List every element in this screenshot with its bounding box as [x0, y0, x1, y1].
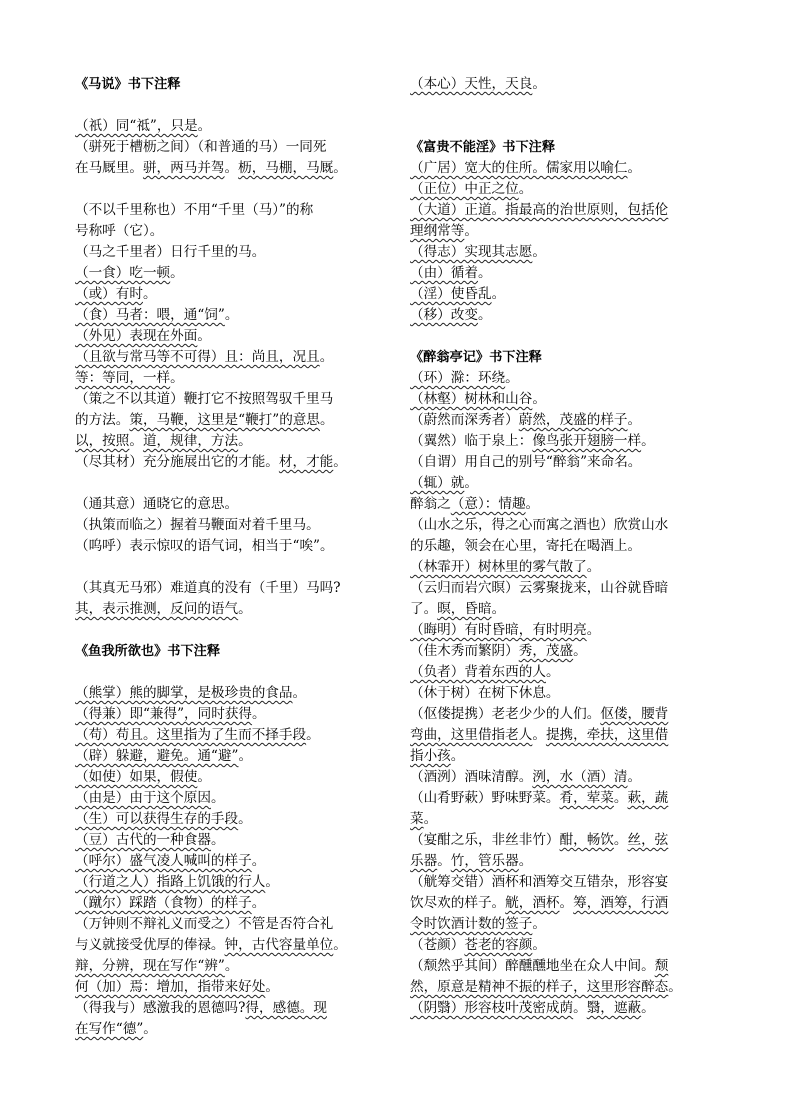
emphasized-definition: 弯曲，这里借指老人: [410, 727, 533, 743]
text-run: 在马厩里。: [75, 160, 143, 176]
emphasized-definition: 乐器: [410, 853, 438, 869]
annotation-line: [410, 473, 724, 494]
emphasized-definition: 得，感德。现: [245, 1000, 327, 1016]
text-run: 。: [251, 853, 266, 869]
emphasized-definition: 令时饮酒计数的签子: [410, 916, 533, 932]
text-run: 。: [143, 1021, 157, 1037]
text-run: 。: [641, 1000, 655, 1016]
annotation-line: [410, 746, 724, 767]
emphasized-definition: （正位）中正之位: [410, 181, 519, 197]
emphasized-definition: （广居）宽大的住所。儒家用以喻仁: [410, 160, 628, 176]
blank-line: [75, 662, 389, 683]
emphasized-definition: 在写作“德”: [75, 1021, 144, 1037]
annotation-line: [410, 158, 724, 179]
text-run: 。: [491, 601, 506, 617]
emphasized-definition: 枥，马棚，马厩: [238, 160, 334, 176]
text-run: 。: [265, 979, 279, 995]
text-run: 。: [518, 853, 533, 869]
emphasized-definition: 竹，管乐器: [450, 853, 519, 869]
annotation-line: [410, 935, 724, 956]
text-run: 。: [518, 181, 533, 197]
text-run: 。: [319, 349, 334, 365]
text-run: 。: [170, 265, 184, 281]
text-run: 。: [627, 412, 642, 428]
annotation-line: [410, 221, 724, 242]
text-run: 了。: [410, 601, 438, 617]
annotation-line: [410, 851, 724, 872]
text-run: 。: [238, 748, 253, 764]
annotation-line: [75, 494, 389, 515]
annotation-line: [75, 137, 389, 158]
annotation-line: [410, 788, 724, 809]
emphasized-definition: 翳，遮蔽: [586, 1000, 642, 1016]
text-run: 。: [265, 874, 279, 890]
annotation-line: [410, 578, 724, 599]
emphasized-definition: 酣，畅饮: [559, 832, 614, 848]
text-run: 。: [252, 706, 266, 722]
emphasized-definition: 颓: [654, 958, 669, 974]
emphasized-definition: 肴，荤菜: [559, 790, 614, 806]
text-run: （通其意）通晓它的意思。: [75, 496, 239, 512]
annotation-line: [410, 410, 724, 431]
emphasized-definition: 蔌，蔬: [627, 790, 669, 806]
text-run: 。: [505, 370, 519, 386]
annotation-line: [75, 725, 389, 746]
emphasized-definition: （得志）实现其志愿: [410, 244, 533, 260]
text-run: （山肴野蔌）野味野菜。: [410, 790, 560, 806]
text-run: 。: [238, 811, 252, 827]
text-run: 。: [333, 160, 347, 176]
annotation-line: [75, 872, 389, 893]
text-run: 。: [573, 1000, 587, 1016]
emphasized-definition: （得兼）即“兼得”，同时获得: [75, 706, 253, 722]
emphasized-definition: （由是）由于这个原因: [75, 790, 211, 806]
text-run: 。: [423, 811, 438, 827]
emphasized-definition: （大道）正道。指最高的治世原则，包括伦: [410, 202, 669, 218]
text-run: （万钟则不辩礼义而受之）不管是否符合礼: [75, 916, 334, 932]
annotation-line: [75, 200, 389, 221]
annotation-line: [410, 74, 724, 95]
text-run: 。: [129, 433, 143, 449]
text-run: 。: [197, 328, 211, 344]
emphasized-definition: 秀，茂盛: [518, 643, 574, 659]
text-run: 。: [170, 370, 184, 386]
emphasized-definition: （呼尔）盛气凌人喊叫的样子: [75, 853, 252, 869]
emphasized-definition: 苍老的容颜: [464, 937, 533, 953]
text-run: 。: [641, 433, 655, 449]
text-run: （山水之乐，得之心而寓之酒也）欣赏山水: [410, 517, 669, 533]
annotation-line: [410, 998, 724, 1019]
emphasized-definition: （熊掌）熊的脚掌，是极珍贵的食品: [75, 685, 293, 701]
emphasized-definition: 暝，昏暗: [437, 601, 492, 617]
text-run: 的乐趣，领会在心里，寄托在喝酒上。: [410, 538, 642, 554]
annotation-line: [75, 221, 389, 242]
annotation-line: [75, 305, 389, 326]
text-run: 。: [627, 160, 642, 176]
annotation-line: [410, 662, 724, 683]
emphasized-definition: 蔚然，茂盛的样子: [518, 412, 628, 428]
text-run: 。: [306, 727, 320, 743]
text-run: 。: [142, 286, 157, 302]
annotation-line: [75, 578, 389, 599]
section-title: 《鱼我所欲也》书下注释: [75, 644, 221, 659]
text-run: 。: [586, 559, 601, 575]
annotation-line: [75, 368, 389, 389]
blank-line: [75, 179, 389, 200]
emphasized-definition: 辩，分辨，现在写作“辨”: [75, 958, 225, 974]
text-run: 醉翁之: [410, 496, 451, 512]
annotation-line: [410, 725, 724, 746]
blank-line: [410, 326, 724, 347]
emphasized-definition: （蹴尔）踩踏（食物）的样子: [75, 895, 252, 911]
annotation-line: [410, 641, 724, 662]
emphasized-definition: 菜: [410, 811, 424, 827]
annotation-line: [410, 704, 724, 725]
text-run: 。: [464, 223, 478, 239]
text-run: 。: [210, 790, 225, 806]
annotation-line: [410, 494, 724, 515]
text-run: （苍颜）: [410, 937, 465, 953]
annotation-line: [410, 242, 724, 263]
emphasized-definition: （淫）使昏乱: [410, 286, 492, 302]
annotation-line: [410, 389, 724, 410]
text-run: 。: [532, 244, 546, 260]
emphasized-definition: 然，原意是精神不振的样子，这里形容醉态: [410, 979, 669, 995]
annotation-line: [410, 977, 724, 998]
emphasized-definition: （林壑）树林和山谷: [410, 391, 533, 407]
annotation-line: [410, 893, 724, 914]
emphasized-definition: 筹，酒筹，行酒: [573, 895, 669, 911]
annotation-line: [410, 767, 724, 788]
annotation-line: [75, 977, 389, 998]
text-run: （伛偻提携）老老少少的人们。: [410, 706, 601, 722]
text-run: （觥筹交错）酒杯和酒筹交互错杂，形容宴: [410, 874, 669, 890]
annotation-line: [410, 872, 724, 893]
annotation-line: [410, 620, 724, 641]
text-run: 。: [532, 727, 546, 743]
emphasized-definition: （或）有时: [75, 286, 143, 302]
text-run: 。: [627, 769, 642, 785]
right-column: [410, 74, 724, 1019]
text-run: （自谓）用自己的别号“醉翁”来命名。: [410, 454, 642, 470]
emphasized-definition: （食）马者：喂，通“饲”: [75, 307, 225, 323]
text-run: 饮尽欢的样子。: [410, 895, 506, 911]
annotation-line: [410, 809, 724, 830]
text-run: 。: [197, 118, 212, 134]
annotation-line: [75, 830, 389, 851]
text-run: 与义就接受优厚的俸禄。: [75, 937, 225, 953]
emphasized-definition: （由）循着: [410, 265, 478, 281]
annotation-line: [75, 452, 389, 473]
annotation-line: [410, 515, 724, 536]
text-run: （执策而临之）握着马鞭面对着千里马。: [75, 517, 320, 533]
text-run: （宴酣之乐，非丝非竹）: [410, 832, 560, 848]
text-run: 。: [532, 916, 546, 932]
text-run: 。: [545, 664, 560, 680]
text-run: （休于树）在树下休息。: [410, 685, 560, 701]
emphasized-definition: （行道之人）指路上饥饿的行人: [75, 874, 266, 890]
text-run: 。: [333, 454, 347, 470]
text-run: （骈死于槽枥之间）（和普通的马）一同死: [75, 139, 327, 155]
annotation-line: [75, 599, 389, 620]
annotation-line: [75, 935, 389, 956]
text-run: （翼然）临于泉上：: [410, 433, 533, 449]
text-run: 。: [292, 685, 307, 701]
text-run: 。: [668, 979, 682, 995]
emphasized-definition: （苟）苟且。这里指为了生而不择手段: [75, 727, 307, 743]
annotation-line: [75, 515, 389, 536]
text-run: （呜呼）表示惊叹的语气词，相当于“唉”。: [75, 538, 334, 554]
blank-line: [75, 620, 389, 641]
annotation-line: [410, 557, 724, 578]
text-run: （蔚然而深秀者）: [410, 412, 519, 428]
annotation-line: [75, 431, 389, 452]
text-run: （酒洌）酒味清醇。: [410, 769, 533, 785]
text-run: （尽其材）充分施展出它的才能。: [75, 454, 279, 470]
text-run: 。: [450, 748, 465, 764]
blank-line: [75, 473, 389, 494]
annotation-line: [410, 683, 724, 704]
emphasized-definition: 其，表示推测，反问的语气: [75, 601, 239, 617]
emphasized-definition: 材，才能: [278, 454, 334, 470]
text-run: （其真无马邪）难道真的没有（千里）马吗?: [75, 580, 341, 596]
emphasized-definition: （豆）古代的一种食器: [75, 832, 211, 848]
annotation-line: [410, 599, 724, 620]
text-run: 的方法。: [75, 412, 130, 428]
emphasized-definition: （晦明）有时昏暗，有时明亮: [410, 622, 587, 638]
emphasized-definition: （林霏开）树林里的雾气散了: [410, 559, 587, 575]
left-column: [75, 74, 389, 1040]
annotation-line: [410, 263, 724, 284]
annotation-line: [410, 956, 724, 977]
annotation-line: [75, 893, 389, 914]
text-run: （佳木秀而繁阴）: [410, 643, 519, 659]
text-run: 。: [238, 601, 252, 617]
emphasized-definition: 指小孩: [410, 748, 451, 764]
text-run: 。: [197, 769, 211, 785]
emphasized-definition: 钟，古代容量单位: [224, 937, 334, 953]
annotation-line: [75, 1019, 389, 1040]
annotation-line: [75, 788, 389, 809]
text-run: 。: [573, 643, 587, 659]
annotation-line: [410, 914, 724, 935]
emphasized-definition: 理纲常等: [410, 223, 465, 239]
blank-line: [410, 95, 724, 116]
annotation-line: [75, 284, 389, 305]
text-run: 。: [477, 307, 492, 323]
text-run: 。: [238, 433, 252, 449]
annotation-line: [75, 410, 389, 431]
annotation-line: [410, 368, 724, 389]
annotation-line: [75, 851, 389, 872]
text-run: 。: [224, 160, 239, 176]
text-run: 。: [559, 895, 574, 911]
text-run: 。: [532, 76, 546, 92]
blank-line: [75, 95, 389, 116]
emphasized-definition: 像鸟张开翅膀一样: [532, 433, 642, 449]
emphasized-definition: （本心）天性，天良: [410, 76, 533, 92]
text-run: 。: [333, 937, 347, 953]
emphasized-definition: （负者）背着东西的人: [410, 664, 546, 680]
annotation-line: [75, 389, 389, 410]
text-run: （颓然乎其间）醉醺醺地坐在众人中间。: [410, 958, 655, 974]
text-run: 。: [613, 832, 628, 848]
section-title: 《马说》书下注释: [75, 77, 181, 92]
annotation-line: [75, 809, 389, 830]
annotation-line: [75, 746, 389, 767]
annotation-line: [75, 347, 389, 368]
emphasized-definition: 觥，酒杯: [505, 895, 560, 911]
annotation-line: [410, 200, 724, 221]
text-run: 。: [586, 622, 601, 638]
emphasized-definition: 伛偻，腰背: [600, 706, 669, 722]
annotation-line: [75, 116, 389, 137]
text-run: 。: [437, 853, 451, 869]
emphasized-definition: （且欲与常马等不可得）且：尚且，况且: [75, 349, 320, 365]
annotation-line: [75, 704, 389, 725]
text-run: 。: [477, 265, 492, 281]
emphasized-definition: 策，马鞭，这里是“鞭打”的意思: [129, 412, 320, 428]
annotation-line: [75, 767, 389, 788]
text-run: 。: [210, 832, 225, 848]
annotation-line: [75, 263, 389, 284]
blank-line: [410, 116, 724, 137]
emphasized-definition: （祇）同“祗”，只是: [75, 118, 198, 134]
text-run: （策之不以其道）鞭打它不按照驾驭千里马: [75, 391, 334, 407]
emphasized-definition: 提携，牵扶，这里借: [545, 727, 669, 743]
section-title: 《富贵不能淫》书下注释: [410, 140, 556, 155]
annotation-line: [75, 242, 389, 263]
emphasized-definition: （辄）就: [410, 475, 465, 491]
annotation-line: [410, 536, 724, 557]
text-run: 。: [224, 307, 239, 323]
annotation-line: [75, 536, 389, 557]
text-run: 。: [464, 475, 478, 491]
emphasized-definition: 以，按照: [75, 433, 130, 449]
emphasized-definition: 等：等同，一样: [75, 370, 171, 386]
text-run: 。: [251, 895, 266, 911]
text-run: （不以千里称也）不用“千里（马）”的称: [75, 202, 314, 218]
annotation-line: [410, 452, 724, 473]
emphasized-definition: （意）：情趣: [450, 496, 526, 512]
emphasized-definition: （环）滁：环绕: [410, 370, 506, 386]
text-run: （马之千里者）日行千里的马。: [75, 244, 266, 260]
text-run: 。: [525, 496, 540, 512]
emphasized-definition: 丝，弦: [627, 832, 669, 848]
blank-line: [75, 557, 389, 578]
annotation-line: [410, 830, 724, 851]
text-run: 。: [613, 790, 628, 806]
text-run: （得我与）感激我的恩德吗?: [75, 1000, 246, 1016]
annotation-line: [410, 431, 724, 452]
annotation-line: [75, 914, 389, 935]
text-run: 。: [532, 391, 546, 407]
text-run: 。: [320, 412, 334, 428]
emphasized-definition: （一食）吃一顿: [75, 265, 171, 281]
emphasized-definition: （如使）如果，假使: [75, 769, 198, 785]
emphasized-definition: 何（加）焉：增加，指带来好处: [75, 979, 266, 995]
text-run: 。: [491, 286, 506, 302]
emphasized-definition: （辟）躲避，避免。通“避”: [75, 748, 239, 764]
section-title: 《醉翁亭记》书下注释: [410, 350, 542, 365]
emphasized-definition: （移）改变: [410, 307, 478, 323]
annotation-line: [75, 326, 389, 347]
annotation-line: [410, 305, 724, 326]
annotation-line: [75, 158, 389, 179]
emphasized-definition: 洌，水（酒）清: [532, 769, 628, 785]
text-run: 号称呼（它）。: [75, 223, 164, 239]
text-run: 。: [224, 958, 239, 974]
emphasized-definition: 道，规律，方法: [142, 433, 239, 449]
annotation-line: [410, 284, 724, 305]
emphasized-definition: （生）可以获得生存的手段: [75, 811, 239, 827]
text-run: （云归而岩穴暝）云雾聚拢来，山谷就昏暗: [410, 580, 669, 596]
annotation-line: [410, 179, 724, 200]
annotation-line: [75, 683, 389, 704]
annotation-line: [75, 998, 389, 1019]
annotation-line: [75, 956, 389, 977]
emphasized-definition: （阴翳）形容枝叶茂密成荫: [410, 1000, 574, 1016]
text-run: 。: [532, 937, 546, 953]
emphasized-definition: 骈，两马并驾: [142, 160, 225, 176]
emphasized-definition: （外见）表现在外面: [75, 328, 198, 344]
